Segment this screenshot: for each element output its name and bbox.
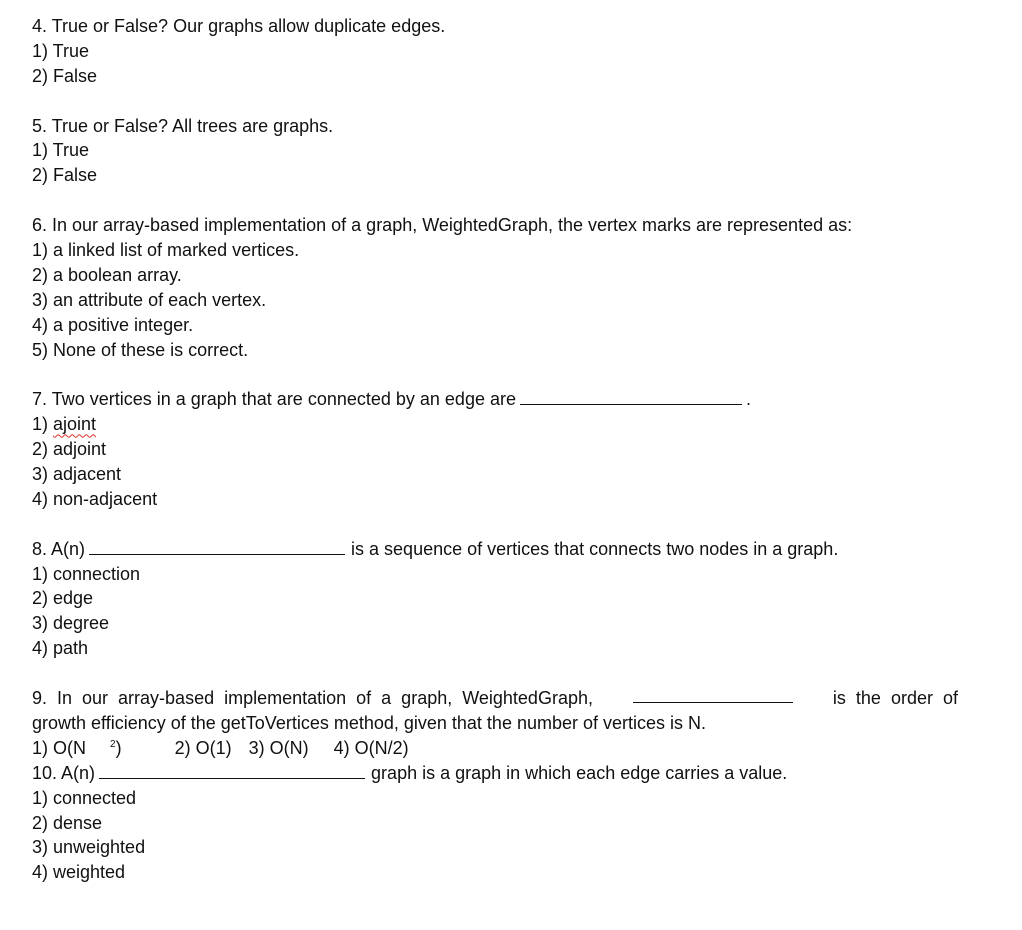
question-7-period: . bbox=[745, 389, 751, 410]
question-9-line-1 bbox=[32, 686, 958, 711]
answer-blank bbox=[633, 686, 793, 703]
question-6-option-4: 4) a positive integer. bbox=[32, 314, 194, 335]
question-8-text bbox=[32, 537, 992, 562]
question-8-option-4: 4) path bbox=[32, 638, 89, 659]
question-6 bbox=[32, 213, 992, 362]
question-9-choices bbox=[32, 736, 992, 761]
quiz-document bbox=[32, 14, 992, 885]
question-10-option-1: 1) connected bbox=[32, 787, 137, 808]
question-5 bbox=[32, 114, 992, 189]
question-6-option-3: 3) an attribute of each vertex. bbox=[32, 289, 267, 310]
question-9-option-4: 4) O(N/2) bbox=[333, 737, 409, 758]
misspelled-word: ajoint bbox=[53, 414, 97, 435]
question-10-option-4: 4) weighted bbox=[32, 862, 126, 883]
question-9 bbox=[32, 686, 992, 761]
question-4-option-1: 1) True bbox=[32, 40, 90, 61]
question-7-option-4: 4) non-adjacent bbox=[32, 488, 158, 509]
question-9-line-2: growth efficiency of the getToVertices method, given that the number of vertices is N. bbox=[32, 712, 707, 733]
question-10-option-2: 2) dense bbox=[32, 812, 103, 833]
question-5-option-1: 1) True bbox=[32, 140, 90, 161]
answer-blank bbox=[89, 538, 345, 555]
question-9-end: is the order of bbox=[832, 688, 958, 709]
question-5-text: 5. True or False? All trees are graphs. bbox=[32, 115, 334, 136]
question-10-end: graph is a graph in which each edge carries a value. bbox=[371, 762, 788, 783]
question-7-option-3: 3) adjacent bbox=[32, 464, 122, 485]
question-8-end: is a sequence of vertices that connects two nodes in a graph. bbox=[351, 538, 839, 559]
question-7-text bbox=[32, 387, 992, 412]
answer-blank bbox=[520, 388, 742, 405]
question-9-option-3: 3) O(N) bbox=[248, 737, 309, 758]
question-7-stem: 7. Two vertices in a graph that are connected by an edge are bbox=[32, 389, 516, 410]
question-6-text: 6. In our array-based implementation of a graph, WeightedGraph, the vertex marks are represented as: bbox=[32, 215, 853, 236]
question-8-start: 8. A(n) bbox=[32, 538, 86, 559]
question-4 bbox=[32, 14, 992, 89]
question-4-text: 4. True or False? Our graphs allow duplicate edges. bbox=[32, 16, 446, 36]
question-7-option-2: 2) adjoint bbox=[32, 439, 107, 460]
question-8-option-1: 1) connection bbox=[32, 563, 141, 584]
question-10 bbox=[32, 761, 992, 885]
question-8-option-3: 3) degree bbox=[32, 613, 110, 634]
answer-blank bbox=[99, 762, 365, 779]
question-4-option-2: 2) False bbox=[32, 65, 98, 86]
question-6-option-5: 5) None of these is correct. bbox=[32, 339, 249, 360]
question-6-option-2: 2) a boolean array. bbox=[32, 264, 182, 285]
question-10-start: 10. A(n) bbox=[32, 762, 96, 783]
question-8-option-2: 2) edge bbox=[32, 588, 94, 609]
question-7 bbox=[32, 387, 992, 511]
question-9-start: 9. In our array-based implementation of a graph, WeightedGraph, bbox=[32, 688, 593, 709]
question-10-text bbox=[32, 761, 992, 786]
option-number: 1) bbox=[32, 414, 49, 435]
question-8 bbox=[32, 537, 992, 661]
question-9-option-2: 2) O(1) bbox=[174, 737, 232, 758]
question-9-option-1: 1) O(N $^2$) bbox=[32, 737, 122, 758]
question-10-option-3: 3) unweighted bbox=[32, 837, 146, 858]
question-7-option-1 bbox=[32, 412, 992, 437]
question-5-option-2: 2) False bbox=[32, 165, 98, 186]
question-6-option-1: 1) a linked list of marked vertices. bbox=[32, 240, 300, 261]
